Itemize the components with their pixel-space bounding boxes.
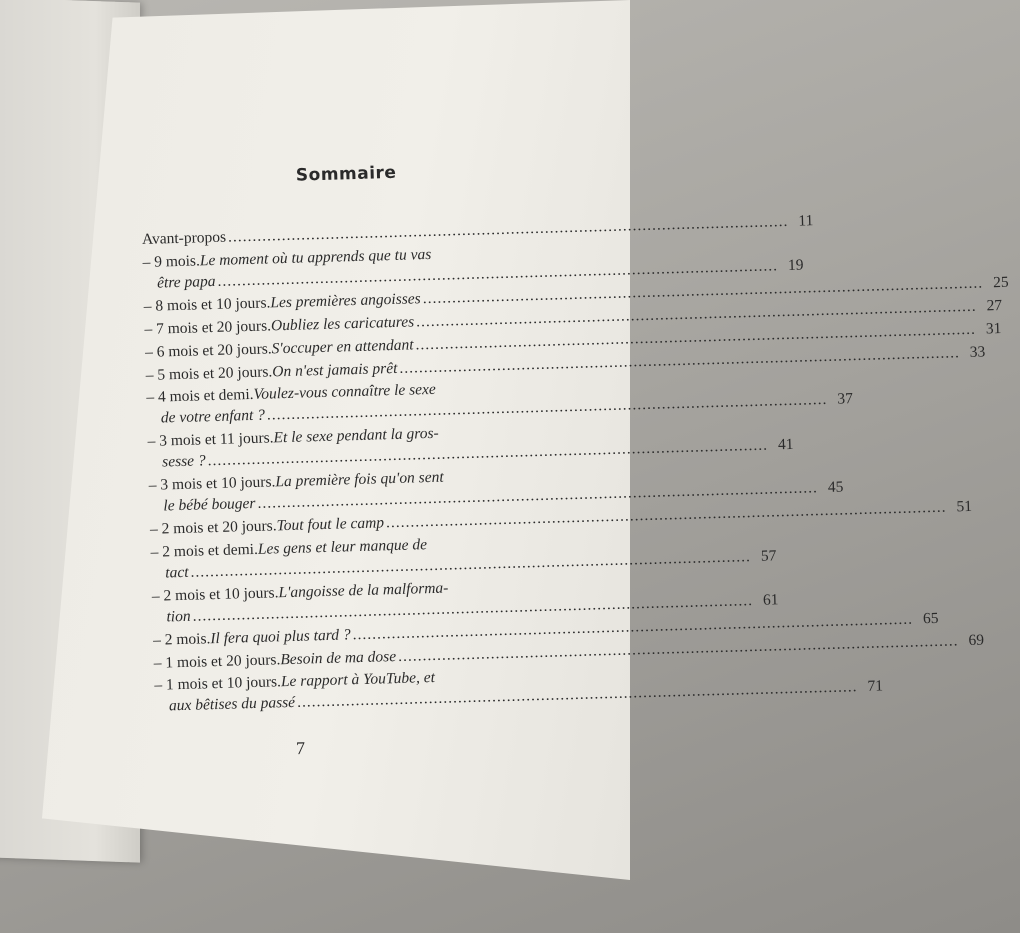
page-title: Sommaire xyxy=(295,162,397,186)
toc-entry xyxy=(154,666,884,718)
toc-page-number: 11 xyxy=(798,212,814,230)
toc-entry-title: Il fera quoi plus tard ? xyxy=(210,625,351,647)
toc-entry-label: – 8 mois et 10 jours. xyxy=(143,294,271,315)
table-of-contents xyxy=(141,212,1009,718)
toc-entry-label: – 2 mois et demi. xyxy=(150,540,259,561)
toc-entry-title-cont: le bébé bouger xyxy=(163,494,256,515)
toc-page-number: 33 xyxy=(969,343,986,361)
toc-page-number: 69 xyxy=(968,631,985,649)
toc-entry-label: Avant-propos xyxy=(141,228,227,248)
toc-entry-label: – 2 mois. xyxy=(152,629,211,649)
toc-entry-title-cont: de votre enfant ? xyxy=(160,406,266,427)
toc-entry-label: – 6 mois et 20 jours. xyxy=(144,340,272,361)
toc-entry-title: Besoin de ma dose xyxy=(280,647,397,668)
toc-page-number: 37 xyxy=(837,390,854,408)
toc-page-number: 19 xyxy=(787,256,804,274)
toc-page-number: 57 xyxy=(760,547,777,565)
toc-entry-label: – 2 mois et 10 jours. xyxy=(151,584,279,605)
toc-entry-label: – 3 mois et 11 jours. xyxy=(147,429,274,451)
toc-entry-title: Voulez-vous connaître le sexe xyxy=(253,381,437,404)
toc-entry-label: – 9 mois. xyxy=(142,252,201,271)
toc-page-number: 65 xyxy=(922,609,939,627)
toc-page-number: 27 xyxy=(986,296,1003,315)
toc-entry-label: – 1 mois et 20 jours. xyxy=(153,650,281,672)
toc-entry-title: Oubliez les caricatures xyxy=(270,313,415,335)
toc-entry-title: S'occuper en attendant xyxy=(271,336,414,358)
toc-entry-title: L'angoisse de la malforma- xyxy=(278,579,449,602)
toc-entry-label: – 1 mois et 10 jours. xyxy=(154,673,282,695)
toc-entry-title: Le rapport à YouTube, et xyxy=(280,669,436,691)
toc-entry-title: Les gens et leur manque de xyxy=(257,536,428,558)
toc-entry-label: – 7 mois et 20 jours. xyxy=(144,317,272,338)
toc-entry-label: – 3 mois et 10 jours. xyxy=(148,473,276,495)
toc-entry-title-cont: sesse ? xyxy=(161,452,206,471)
toc-entry-label: – 4 mois et demi. xyxy=(146,386,254,407)
toc-page-number: 31 xyxy=(985,319,1002,338)
toc-entry-title: Et le sexe pendant la gros- xyxy=(273,425,439,447)
toc-entry-label: – 5 mois et 20 jours. xyxy=(145,362,273,384)
toc-entry-title-cont: être papa xyxy=(156,272,216,292)
toc-entry-title-cont: tact xyxy=(165,563,189,582)
toc-entry-title-cont: tion xyxy=(166,607,191,626)
toc-page-number: 41 xyxy=(777,436,794,454)
toc-entry-title-cont: aux bêtises du passé xyxy=(168,694,296,715)
toc-entry-title: On n'est jamais prêt xyxy=(272,359,398,380)
toc-entry-title: Le moment où tu apprends que tu vas xyxy=(199,245,432,270)
toc-page-number: 71 xyxy=(867,677,884,696)
toc-page-number: 61 xyxy=(762,591,779,609)
toc-page-number: 45 xyxy=(827,478,844,496)
toc-entry-title: Les premières angoisses xyxy=(270,289,421,312)
toc-page-number: 25 xyxy=(992,273,1009,291)
toc-page-number: 51 xyxy=(956,497,973,516)
toc-content xyxy=(140,159,1009,720)
toc-entry-title: Tout fout le camp xyxy=(276,514,385,535)
toc-entry-label: – 2 mois et 20 jours. xyxy=(149,517,277,538)
folio-page-number: 7 xyxy=(295,737,306,759)
toc-entry-title: La première fois qu'on sent xyxy=(275,468,444,491)
